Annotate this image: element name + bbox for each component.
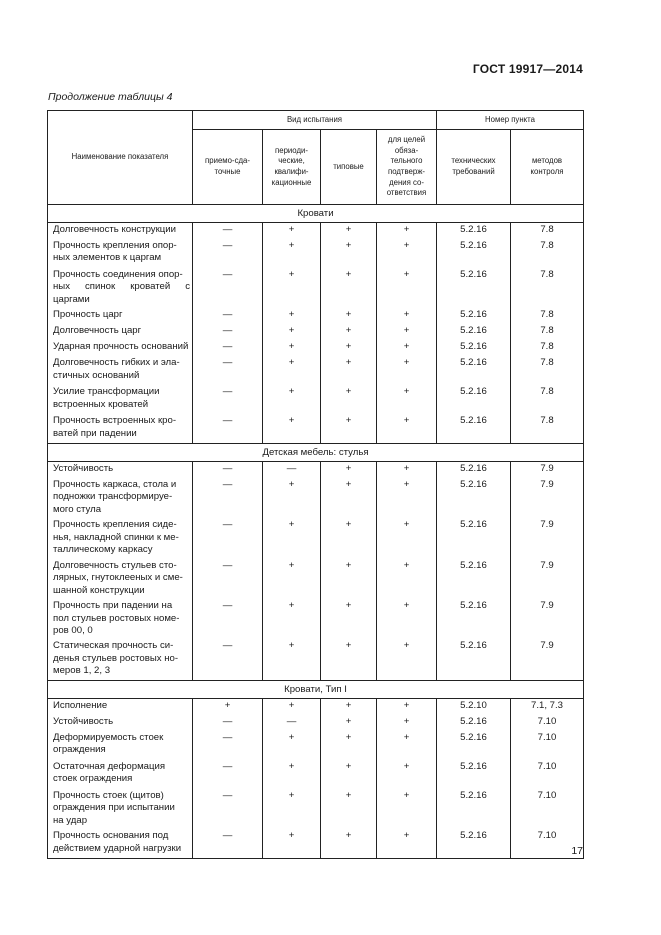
cell-type: + — [321, 340, 377, 356]
cell-technical-clause: 5.2.16 — [437, 715, 511, 731]
section-header-row — [48, 205, 584, 223]
row-indicator-name: Прочность крепления опор- ных элементов к царгам — [48, 239, 193, 268]
cell-type: + — [321, 731, 377, 760]
header-control-methods: методов контроля — [511, 130, 584, 205]
table-row — [48, 760, 584, 789]
cell-method-clause: 7.8 — [511, 239, 584, 268]
table-row — [48, 478, 584, 518]
cell-acceptance: + — [193, 699, 263, 715]
cell-periodic: + — [263, 699, 321, 715]
table-row — [48, 462, 584, 478]
cell-periodic: + — [263, 731, 321, 760]
cell-method-clause: 7.9 — [511, 599, 584, 639]
cell-technical-clause: 5.2.16 — [437, 356, 511, 385]
section-header-row — [48, 443, 584, 461]
cell-mandatory: + — [377, 308, 437, 324]
table-row — [48, 268, 584, 308]
section-title: Кровати — [48, 205, 584, 223]
table-row — [48, 599, 584, 639]
cell-periodic: + — [263, 559, 321, 599]
cell-periodic: + — [263, 518, 321, 558]
table-row — [48, 239, 584, 268]
cell-acceptance: — — [193, 829, 263, 858]
cell-periodic: — — [263, 462, 321, 478]
cell-method-clause: 7.8 — [511, 223, 584, 239]
table-row — [48, 699, 584, 715]
cell-method-clause: 7.8 — [511, 340, 584, 356]
cell-periodic: + — [263, 268, 321, 308]
cell-method-clause: 7.9 — [511, 478, 584, 518]
row-indicator-name: Статическая прочность си- денья стульев ростовых но- меров 1, 2, 3 — [48, 639, 193, 680]
table-row — [48, 559, 584, 599]
cell-type: + — [321, 760, 377, 789]
cell-method-clause: 7.10 — [511, 789, 584, 829]
cell-periodic: + — [263, 789, 321, 829]
cell-acceptance: — — [193, 414, 263, 443]
cell-technical-clause: 5.2.16 — [437, 639, 511, 680]
table-row — [48, 223, 584, 239]
row-indicator-name: Прочность крепления сиде- нья, накладной спинки к ме- таллическому каркасу — [48, 518, 193, 558]
table-caption: Продолжение таблицы 4 — [48, 91, 173, 103]
cell-type: + — [321, 518, 377, 558]
document-standard-number: ГОСТ 19917—2014 — [472, 62, 583, 76]
row-indicator-name: Прочность стоек (щитов) ограждения при испытании на удар — [48, 789, 193, 829]
cell-periodic: — — [263, 715, 321, 731]
cell-method-clause: 7.1, 7.3 — [511, 699, 584, 715]
cell-technical-clause: 5.2.16 — [437, 789, 511, 829]
cell-technical-clause: 5.2.16 — [437, 239, 511, 268]
table-row — [48, 829, 584, 858]
cell-method-clause: 7.10 — [511, 715, 584, 731]
section-title: Кровати, Тип I — [48, 680, 584, 698]
cell-technical-clause: 5.2.16 — [437, 462, 511, 478]
cell-periodic: + — [263, 478, 321, 518]
cell-mandatory: + — [377, 414, 437, 443]
section-header-row — [48, 680, 584, 698]
cell-type: + — [321, 324, 377, 340]
header-periodic: периоди- ческие, квалифи- кационные — [263, 130, 321, 205]
cell-technical-clause: 5.2.16 — [437, 518, 511, 558]
table-row — [48, 356, 584, 385]
cell-acceptance: — — [193, 599, 263, 639]
cell-mandatory: + — [377, 462, 437, 478]
cell-method-clause: 7.9 — [511, 518, 584, 558]
cell-acceptance: — — [193, 760, 263, 789]
row-indicator-name: Устойчивость — [48, 462, 193, 478]
cell-periodic: + — [263, 308, 321, 324]
cell-technical-clause: 5.2.16 — [437, 414, 511, 443]
cell-mandatory: + — [377, 478, 437, 518]
cell-mandatory: + — [377, 340, 437, 356]
cell-mandatory: + — [377, 760, 437, 789]
cell-technical-clause: 5.2.16 — [437, 385, 511, 414]
test-types-table — [47, 110, 584, 859]
cell-type: + — [321, 699, 377, 715]
cell-type: + — [321, 239, 377, 268]
table-row — [48, 340, 584, 356]
cell-acceptance: — — [193, 639, 263, 680]
header-test-type-group: Вид испытания — [193, 111, 437, 130]
cell-technical-clause: 5.2.16 — [437, 268, 511, 308]
row-indicator-name: Долговечность гибких и эла- стичных оснований — [48, 356, 193, 385]
cell-periodic: + — [263, 223, 321, 239]
cell-acceptance: — — [193, 385, 263, 414]
cell-technical-clause: 5.2.16 — [437, 829, 511, 858]
cell-mandatory: + — [377, 356, 437, 385]
cell-type: + — [321, 356, 377, 385]
header-acceptance: приемо-сда- точные — [193, 130, 263, 205]
cell-method-clause: 7.10 — [511, 829, 584, 858]
cell-mandatory: + — [377, 559, 437, 599]
table-row — [48, 639, 584, 680]
table-row — [48, 308, 584, 324]
cell-acceptance: — — [193, 518, 263, 558]
row-indicator-name: Ударная прочность оснований — [48, 340, 193, 356]
cell-technical-clause: 5.2.16 — [437, 760, 511, 789]
cell-periodic: + — [263, 639, 321, 680]
cell-periodic: + — [263, 324, 321, 340]
cell-acceptance: — — [193, 324, 263, 340]
cell-periodic: + — [263, 356, 321, 385]
row-indicator-name: Долговечность конструкции — [48, 223, 193, 239]
cell-type: + — [321, 599, 377, 639]
page-number: 17 — [571, 845, 583, 857]
row-indicator-name: Долговечность царг — [48, 324, 193, 340]
cell-method-clause: 7.9 — [511, 559, 584, 599]
cell-technical-clause: 5.2.16 — [437, 324, 511, 340]
cell-acceptance: — — [193, 715, 263, 731]
table-row — [48, 731, 584, 760]
cell-type: + — [321, 268, 377, 308]
cell-acceptance: — — [193, 340, 263, 356]
table-row — [48, 324, 584, 340]
table-row — [48, 789, 584, 829]
cell-type: + — [321, 462, 377, 478]
cell-method-clause: 7.8 — [511, 268, 584, 308]
row-indicator-name: Усилие трансформации встроенных кроватей — [48, 385, 193, 414]
cell-mandatory: + — [377, 518, 437, 558]
cell-mandatory: + — [377, 268, 437, 308]
row-indicator-name: Прочность основания под действием ударной нагрузки — [48, 829, 193, 858]
cell-acceptance: — — [193, 223, 263, 239]
cell-type: + — [321, 223, 377, 239]
cell-periodic: + — [263, 829, 321, 858]
row-indicator-name: Прочность при падении на пол стульев ростовых номе- ров 00, 0 — [48, 599, 193, 639]
cell-technical-clause: 5.2.16 — [437, 478, 511, 518]
cell-mandatory: + — [377, 715, 437, 731]
cell-type: + — [321, 559, 377, 599]
cell-method-clause: 7.8 — [511, 308, 584, 324]
cell-mandatory: + — [377, 639, 437, 680]
table-row — [48, 385, 584, 414]
cell-technical-clause: 5.2.10 — [437, 699, 511, 715]
row-indicator-name: Исполнение — [48, 699, 193, 715]
header-technical-requirements: технических требований — [437, 130, 511, 205]
cell-acceptance: — — [193, 731, 263, 760]
cell-method-clause: 7.8 — [511, 414, 584, 443]
cell-type: + — [321, 414, 377, 443]
cell-technical-clause: 5.2.16 — [437, 308, 511, 324]
cell-mandatory: + — [377, 789, 437, 829]
cell-technical-clause: 5.2.16 — [437, 340, 511, 356]
cell-type: + — [321, 385, 377, 414]
section-title: Детская мебель: стулья — [48, 443, 584, 461]
cell-acceptance: — — [193, 356, 263, 385]
header-clause-number-group: Номер пункта — [437, 111, 584, 130]
cell-mandatory: + — [377, 223, 437, 239]
cell-acceptance: — — [193, 559, 263, 599]
cell-type: + — [321, 715, 377, 731]
cell-technical-clause: 5.2.16 — [437, 223, 511, 239]
cell-type: + — [321, 478, 377, 518]
cell-technical-clause: 5.2.16 — [437, 731, 511, 760]
cell-type: + — [321, 308, 377, 324]
header-indicator-name: Наименование показателя — [48, 111, 193, 205]
table-body — [48, 205, 584, 859]
cell-method-clause: 7.9 — [511, 639, 584, 680]
cell-mandatory: + — [377, 699, 437, 715]
cell-mandatory: + — [377, 731, 437, 760]
cell-acceptance: — — [193, 789, 263, 829]
cell-periodic: + — [263, 599, 321, 639]
cell-method-clause: 7.10 — [511, 731, 584, 760]
cell-mandatory: + — [377, 239, 437, 268]
cell-acceptance: — — [193, 478, 263, 518]
row-indicator-name: Остаточная деформация стоек ограждения — [48, 760, 193, 789]
row-indicator-name: Прочность встроенных кро- ватей при падении — [48, 414, 193, 443]
cell-type: + — [321, 829, 377, 858]
header-mandatory-conformity: для целей обяза- тельного подтверж- дения со- ответствия — [377, 130, 437, 205]
cell-periodic: + — [263, 385, 321, 414]
cell-method-clause: 7.8 — [511, 385, 584, 414]
row-indicator-name: Прочность соединения опор- ных спинок кроватей с царгами — [48, 268, 193, 308]
cell-periodic: + — [263, 414, 321, 443]
cell-method-clause: 7.10 — [511, 760, 584, 789]
row-indicator-name: Прочность каркаса, стола и подножки трансформируе- мого стула — [48, 478, 193, 518]
table-row — [48, 715, 584, 731]
cell-periodic: + — [263, 760, 321, 789]
cell-method-clause: 7.8 — [511, 356, 584, 385]
cell-type: + — [321, 639, 377, 680]
cell-periodic: + — [263, 340, 321, 356]
table-row — [48, 414, 584, 443]
cell-mandatory: + — [377, 829, 437, 858]
cell-technical-clause: 5.2.16 — [437, 559, 511, 599]
table-row — [48, 518, 584, 558]
cell-technical-clause: 5.2.16 — [437, 599, 511, 639]
cell-method-clause: 7.9 — [511, 462, 584, 478]
row-indicator-name: Устойчивость — [48, 715, 193, 731]
row-indicator-name: Прочность царг — [48, 308, 193, 324]
header-type: типовые — [321, 130, 377, 205]
cell-mandatory: + — [377, 599, 437, 639]
cell-method-clause: 7.8 — [511, 324, 584, 340]
cell-acceptance: — — [193, 462, 263, 478]
cell-mandatory: + — [377, 324, 437, 340]
row-indicator-name: Деформируемость стоек ограждения — [48, 731, 193, 760]
cell-type: + — [321, 789, 377, 829]
cell-periodic: + — [263, 239, 321, 268]
cell-acceptance: — — [193, 268, 263, 308]
row-indicator-name: Долговечность стульев сто- лярных, гнутоклееных и сме- шанной конструкции — [48, 559, 193, 599]
cell-acceptance: — — [193, 308, 263, 324]
cell-acceptance: — — [193, 239, 263, 268]
cell-mandatory: + — [377, 385, 437, 414]
